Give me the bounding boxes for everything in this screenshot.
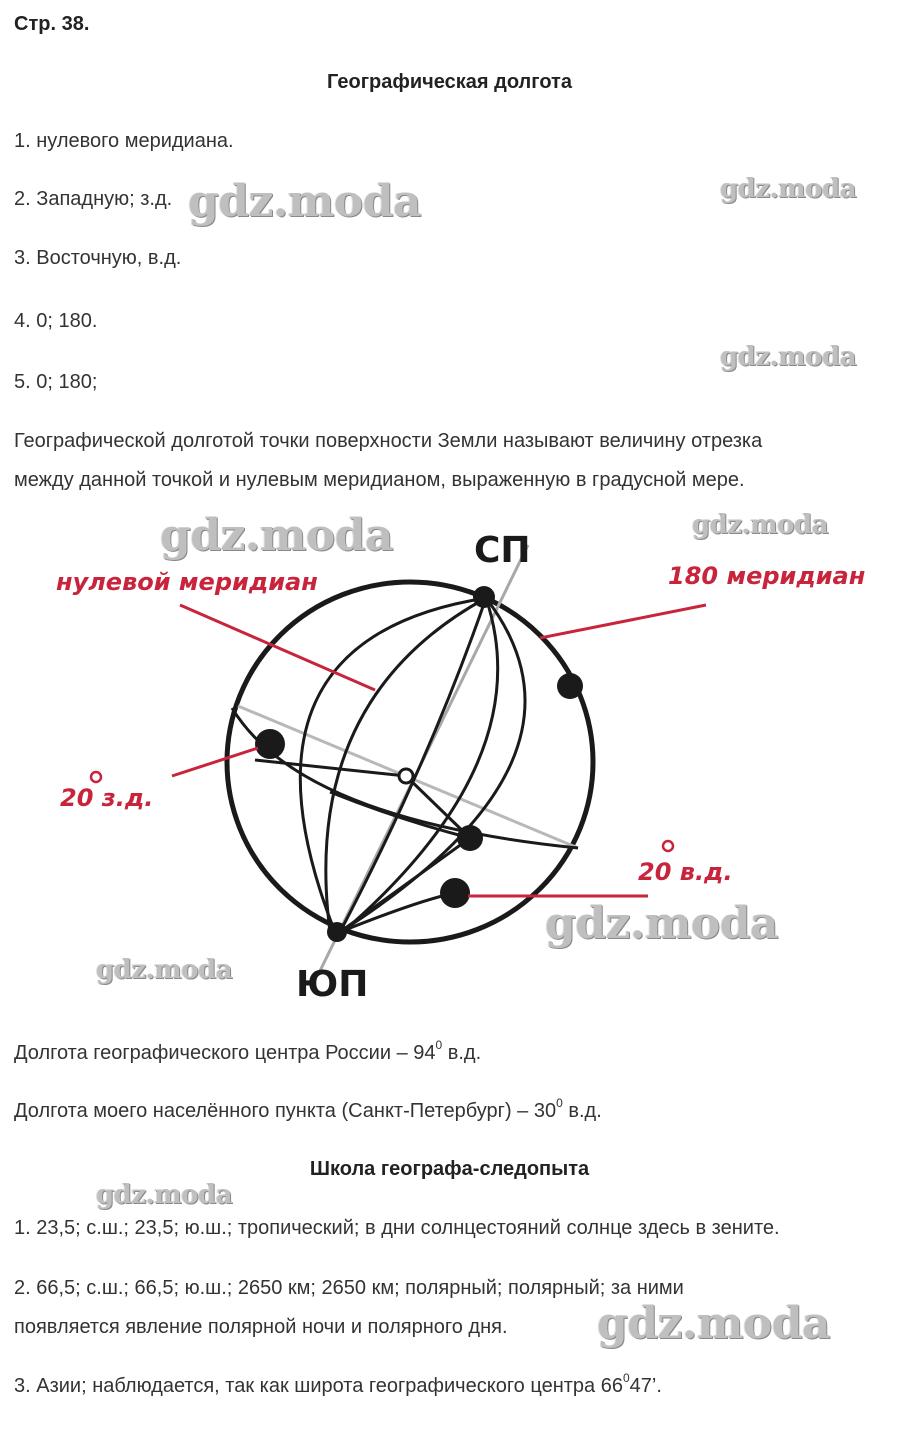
watermark: gdz.moda: [188, 176, 422, 227]
point-mid-dot: [457, 825, 483, 851]
degree-mark-20w: [91, 772, 101, 782]
section-title-longitude: Географическая долгота: [327, 71, 572, 93]
south-pole-dot: [327, 922, 347, 942]
pointer-180-meridian: [540, 605, 706, 638]
north-pole-label: СП: [474, 530, 531, 571]
point-180-dot: [557, 673, 583, 699]
label-20e: 20 в.д.: [638, 858, 733, 886]
pathfinder-answer-1: 1. 23,5; с.ш.; 23,5; ю.ш.; тропический; в дни солнцестояний солнце здесь в зените.: [14, 1217, 780, 1239]
my-city-longitude: Долгота моего населённого пункта (Санкт-Петербург) – $30^0$ в.д.: [14, 1096, 602, 1122]
watermark: gdz.moda: [597, 1298, 831, 1349]
pathfinder-answer-2-line-1: 2. 66,5; с.ш.; 66,5; ю.ш.; 2650 км; 2650 км; полярный; полярный; за ними: [14, 1277, 684, 1299]
definition-line-2: между данной точкой и нулевым меридианом, выраженную в градусной мере.: [14, 469, 745, 491]
pathfinder-answer-2-line-2: появляется явление полярной ночи и полярного дня.: [14, 1316, 508, 1338]
watermark: gdz.moda: [545, 898, 779, 949]
label-20w: 20 з.д.: [60, 784, 154, 812]
watermark: gdz.moda: [720, 342, 857, 372]
watermark: gdz.moda: [96, 1180, 233, 1210]
pathfinder-answer-3: 3. Азии; наблюдается, так как широта географического центра $66^047$’.: [14, 1371, 662, 1397]
label-180-meridian: 180 меридиан: [668, 562, 866, 590]
pointer-zero-meridian: [180, 605, 375, 690]
label-zero-meridian: нулевой меридиан: [56, 568, 318, 596]
globe-center-dot: [399, 769, 413, 783]
answer-5: 5. 0; 180;: [14, 371, 98, 393]
point-20e-dot: [440, 878, 470, 908]
north-pole-dot: [473, 586, 495, 608]
russia-center-longitude: Долгота географического центра России – $94^0$ в.д.: [14, 1038, 482, 1064]
page-label: Стр. 38.: [14, 13, 90, 35]
answer-1: 1. нулевого меридиана.: [14, 130, 234, 152]
watermark: gdz.moda: [160, 510, 394, 561]
section-title-pathfinder: Школа географа-следопыта: [309, 1158, 590, 1180]
pointer-20w: [172, 748, 258, 776]
answer-3: 3. Восточную, в.д.: [14, 247, 182, 269]
watermark: gdz.moda: [692, 510, 829, 540]
answer-2: 2. Западную; з.д.: [14, 188, 173, 210]
degree-mark-20e: [663, 841, 673, 851]
definition-line-1: Географической долготой точки поверхности Земли называют величину отрезка: [14, 430, 763, 452]
watermark: gdz.moda: [720, 174, 857, 204]
watermark: gdz.moda: [96, 955, 233, 985]
south-pole-label: ЮП: [296, 964, 369, 1005]
answer-4: 4. 0; 180.: [14, 310, 98, 332]
point-20w-dot: [255, 729, 285, 759]
